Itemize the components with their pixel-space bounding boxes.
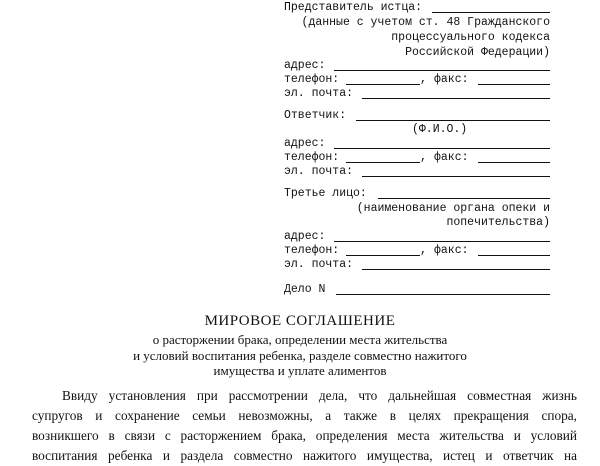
document-subtitle-3: имущества и уплате алиментов bbox=[213, 363, 387, 378]
third-party-phone-label: телефон: bbox=[284, 244, 340, 257]
case-number-line bbox=[336, 294, 550, 295]
body-line-1: Ввиду установления при рассмотрении дела, что дальнейшая совместная жизнь bbox=[62, 388, 577, 403]
representative-phone-label: телефон: bbox=[284, 73, 340, 86]
respondent-phone-label: телефон: bbox=[284, 151, 340, 164]
third-party-note-1: (наименование органа опеки и bbox=[356, 202, 550, 215]
representative-fax-line bbox=[478, 84, 550, 85]
third-party-address-label: адрес: bbox=[284, 230, 326, 243]
representative-line bbox=[432, 12, 550, 13]
representative-address-line bbox=[334, 70, 550, 71]
representative-label: Представитель истца: bbox=[284, 1, 423, 14]
body-line-4: воспитания ребенка и раздела совместно нажитого имущества, истец и ответчик на bbox=[32, 448, 577, 463]
body-line-3: возникшего в связи с расторжением брака, определения места жительства и условий bbox=[32, 428, 577, 443]
third-party-label: Третье лицо: bbox=[284, 187, 367, 200]
document-subtitle-1: о расторжении брака, определении места жительства bbox=[152, 332, 448, 347]
third-party-email-label: эл. почта: bbox=[284, 258, 354, 271]
respondent-fax-label: факс: bbox=[434, 151, 469, 164]
respondent-address-line bbox=[334, 148, 550, 149]
case-label: Дело N bbox=[284, 283, 326, 296]
representative-email-label: эл. почта: bbox=[284, 87, 354, 100]
third-party-note-2: попечительства) bbox=[446, 216, 550, 229]
representative-address-label: адрес: bbox=[284, 59, 326, 72]
respondent-address-label: адрес: bbox=[284, 137, 326, 150]
representative-phone-line bbox=[346, 84, 420, 85]
respondent-fio-note: (Ф.И.О.) bbox=[412, 123, 468, 136]
third-party-fax-label: факс: bbox=[434, 244, 469, 257]
document-title: МИРОВОЕ СОГЛАШЕНИЕ bbox=[204, 313, 396, 329]
document-subtitle-2: и условий воспитания ребенка, разделе совместно нажитого bbox=[133, 348, 467, 363]
third-party-email-line bbox=[362, 269, 550, 270]
representative-fax-label: факс: bbox=[434, 73, 469, 86]
respondent-phone-line bbox=[346, 162, 420, 163]
representative-note-3: Российской Федерации) bbox=[405, 46, 550, 59]
representative-note-1: (данные с учетом ст. 48 Гражданского bbox=[301, 16, 550, 29]
third-party-phone-line bbox=[346, 255, 420, 256]
third-party-fax-line bbox=[478, 255, 550, 256]
representative-note-2: процессуального кодекса bbox=[391, 31, 550, 44]
respondent-email-label: эл. почта: bbox=[284, 165, 354, 178]
third-party-address-line bbox=[334, 241, 550, 242]
respondent-email-line bbox=[362, 176, 550, 177]
body-line-2: супругов и сохранение семьи невозможны, а также в целях прекращения спора, bbox=[32, 408, 577, 423]
third-party-line bbox=[378, 198, 550, 199]
respondent-line bbox=[356, 120, 550, 121]
representative-email-line bbox=[362, 98, 550, 99]
respondent-fax-line bbox=[478, 162, 550, 163]
respondent-label: Ответчик: bbox=[284, 109, 347, 122]
